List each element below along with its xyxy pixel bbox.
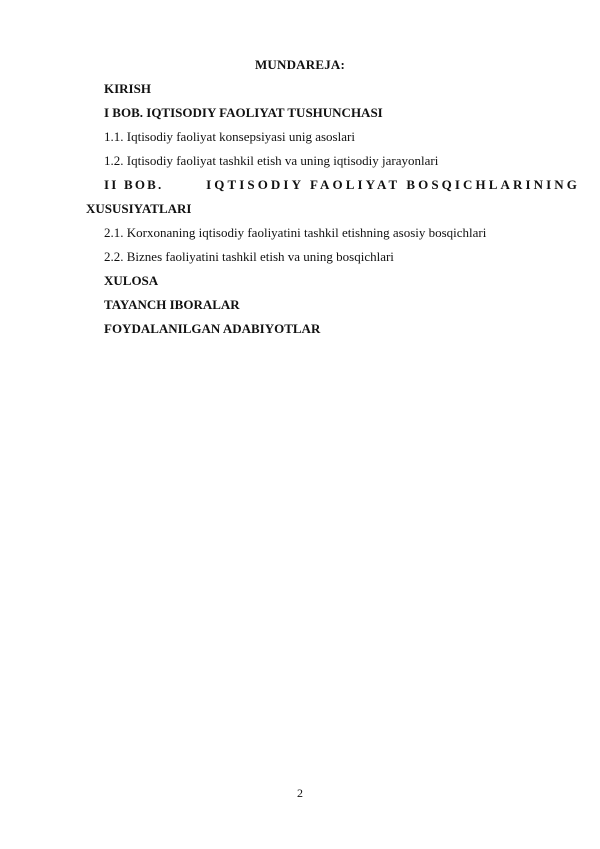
toc-chapter-2-prefix: II BOB.	[104, 177, 164, 192]
toc-item-references: FOYDALANILGAN ADABIYOTLAR	[104, 321, 321, 336]
toc-item-intro: KIRISH	[104, 81, 151, 96]
page-title: MUNDAREJA:	[254, 57, 346, 72]
toc-chapter-2-heading-line2: XUSUSIYATLARI	[86, 201, 192, 216]
toc-chapter-2-title: IQTISODIY FAOLIYAT BOSQICHLARINING	[206, 177, 580, 192]
toc-section-1-2: 1.2. Iqtisodiy faoliyat tashkil etish va uning iqtisodiy jarayonlari	[104, 153, 439, 168]
toc-item-keywords: TAYANCH IBORALAR	[104, 297, 240, 312]
toc-section-2-1: 2.1. Korxonaning iqtisodiy faoliyatini tashkil etishning asosiy bosqichlari	[104, 225, 487, 240]
toc-chapter-2-heading-line1	[104, 177, 580, 193]
toc-item-conclusion: XULOSA	[104, 273, 159, 288]
toc-section-1-1: 1.1. Iqtisodiy faoliyat konsepsiyasi unig asoslari	[104, 129, 355, 144]
toc-section-2-2: 2.2. Biznes faoliyatini tashkil etish va uning bosqichlari	[104, 249, 394, 264]
toc-chapter-1-heading: I BOB. IQTISODIY FAOLIYAT TUSHUNCHASI	[104, 105, 383, 120]
page-number: 2	[297, 786, 303, 800]
